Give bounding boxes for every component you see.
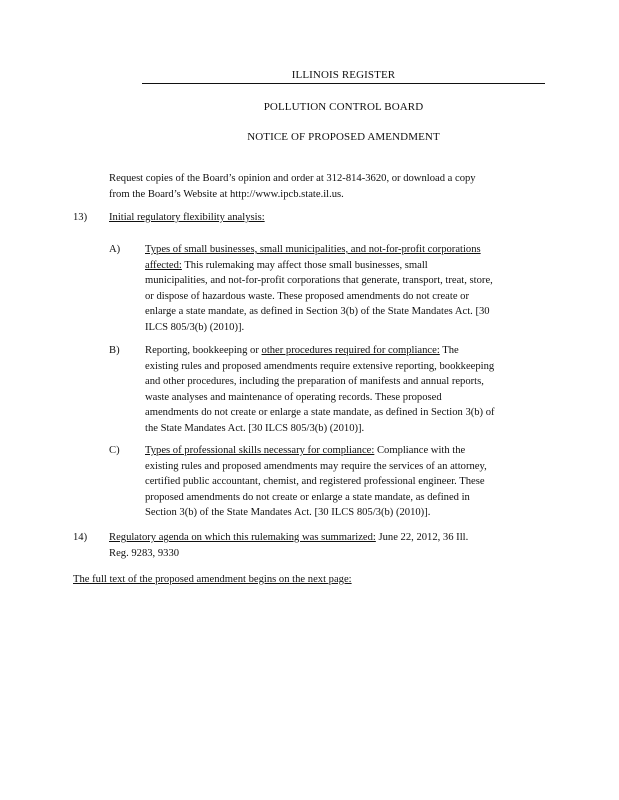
- item-c-line: certified public accountant, chemist, and registered professional engineer. These: [145, 476, 485, 487]
- item-b-line: the State Mandates Act. [30 ILCS 805/3(b) (2010)].: [145, 422, 365, 434]
- item-c-line: Section 3(b) of the State Mandates Act. [30 ILCS 805/3(b) (2010)].: [145, 507, 431, 518]
- item-b-line: existing rules and proposed amendments require extensive reporting, bookkeeping: [145, 360, 495, 372]
- board-title: POLLUTION CONTROL BOARD: [263, 101, 424, 113]
- item-a-paragraph: [145, 242, 545, 335]
- intro-paragraph: [109, 171, 539, 202]
- item-b-label: B): [109, 345, 120, 356]
- section-14-line2: Reg. 9283, 9330: [109, 547, 180, 559]
- item-b-line: and other procedures, including the preparation of manifests and annual reports,: [145, 376, 484, 387]
- section-14-line1-rest: June 22, 2012, 36 Ill.: [375, 532, 469, 543]
- section-13-title: Initial regulatory flexibility analysis:: [109, 212, 265, 223]
- item-c-line: proposed amendments do not create or enlarge a state mandate, as defined in: [145, 491, 470, 503]
- item-b-line: waste analyses and maintenance of operating records. These proposed: [145, 391, 442, 403]
- item-a-heading-line1: Types of small businesses, small municipalities, and not-for-profit corporations: [145, 244, 481, 255]
- item-b-line: amendments do not create or enlarge a state mandate, as defined in Section 3(b) of: [145, 407, 495, 418]
- item-c-line1: [145, 443, 545, 459]
- item-a-line: enlarge a state mandate, as defined in Section 3(b) of the State Mandates Act. [30: [145, 306, 490, 317]
- section-14-title: Regulatory agenda on which this rulemaking was summarized:: [109, 532, 376, 543]
- item-b-paragraph: [145, 343, 545, 436]
- item-c-paragraph: [145, 443, 545, 521]
- footer-note: The full text of the proposed amendment begins on the next page:: [73, 574, 352, 585]
- item-a-line2: [145, 258, 545, 274]
- item-a-line: municipalities, and not-for-profit corporations that generate, transport, treat, store,: [145, 275, 493, 286]
- item-c-label: C): [109, 445, 120, 456]
- item-a-heading-line2: affected:: [145, 259, 182, 271]
- section-14-paragraph: [109, 530, 549, 561]
- item-b-line1: [145, 343, 545, 359]
- register-title: ILLINOIS REGISTER: [291, 69, 396, 81]
- item-a-line2-rest: This rulemaking may affect those small businesses, small: [181, 259, 428, 271]
- item-a-line: or dispose of hazardous waste. These proposed amendments do not create or: [145, 290, 469, 302]
- item-c-line1-rest: Compliance with the: [374, 445, 466, 456]
- intro-line-1: Request copies of the Board’s opinion and order at 312-814-3620, or download a copy: [109, 173, 476, 184]
- item-b-heading-plain: Reporting, bookkeeping or: [145, 345, 262, 356]
- item-a-label: A): [109, 244, 121, 255]
- item-b-heading-underlined: other procedures required for compliance:: [261, 345, 440, 356]
- section-14-line1: [109, 530, 549, 546]
- item-c-heading: Types of professional skills necessary for compliance:: [145, 445, 375, 456]
- item-b-line1-rest: The: [439, 345, 459, 356]
- intro-line-2: from the Board’s Website at http://www.ipcb.state.il.us.: [109, 188, 344, 200]
- item-c-line: existing rules and proposed amendments may require the services of an attorney,: [145, 460, 487, 472]
- section-14-number: 14): [73, 532, 88, 543]
- section-13-number: 13): [73, 212, 88, 223]
- notice-title: NOTICE OF PROPOSED AMENDMENT: [247, 131, 440, 143]
- header-rule: [142, 83, 545, 84]
- item-a-line: ILCS 805/3(b) (2010)].: [145, 321, 245, 333]
